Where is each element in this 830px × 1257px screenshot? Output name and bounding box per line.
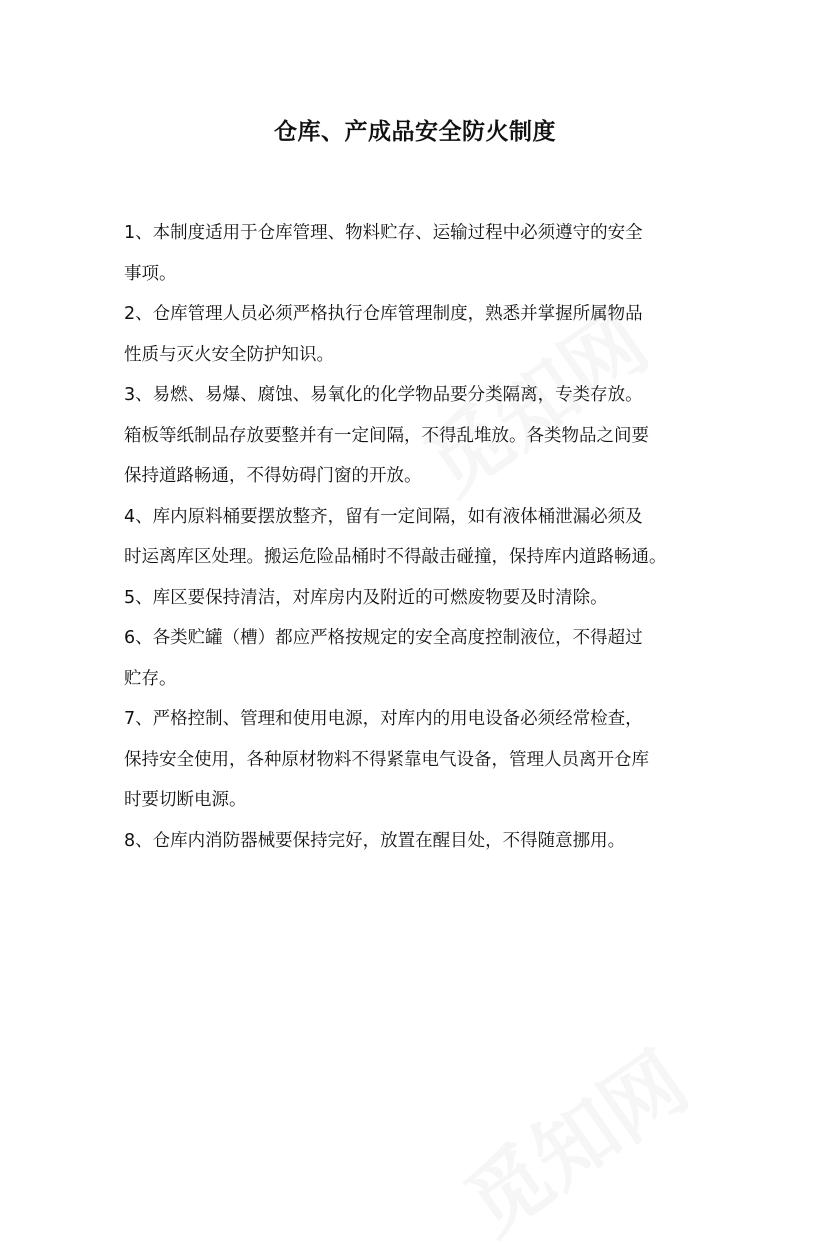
paragraph-8 [124, 821, 712, 862]
paragraph-6 [124, 618, 712, 699]
paragraph-4 [124, 497, 712, 578]
paragraph-line: 1、本制度适用于仓库管理、物料贮存、运输过程中必须遵守的安全 [124, 223, 643, 243]
paragraph-2 [124, 294, 712, 375]
paragraph-line: 事项。 [124, 263, 177, 284]
paragraph-line: 8、仓库内消防器械要保持完好，放置在醒目处，不得随意挪用。 [124, 830, 626, 851]
paragraph-5 [124, 578, 712, 619]
paragraph-line: 3、易燃、易爆、腐蚀、易氧化的化学物品要分类隔离，专类存放。 [124, 385, 643, 405]
paragraph-line: 7、严格控制、管理和使用电源，对库内的用电设备必须经常检查， [124, 709, 643, 729]
paragraph-7 [124, 699, 712, 821]
paragraph-1 [124, 213, 712, 294]
paragraph-line: 箱板等纸制品存放要整并有一定间隔，不得乱堆放。各类物品之间要 [124, 425, 649, 446]
paragraph-line: 性质与灭火安全防护知识。 [124, 344, 334, 365]
paragraph-line: 6、各类贮罐（槽）都应严格按规定的安全高度控制液位，不得超过 [124, 628, 643, 648]
paragraph-line: 保持道路畅通，不得妨碍门窗的开放。 [124, 466, 422, 486]
watermark [439, 1020, 708, 1257]
paragraph-line: 5、库区要保持清洁，对库房内及附近的可燃废物要及时清除。 [124, 587, 608, 608]
paragraph-line: 贮存。 [124, 668, 177, 689]
paragraph-line: 时运离库区处理。搬运危险品桶时不得敲击碰撞，保持库内道路畅通。 [124, 547, 667, 567]
paragraph-line: 4、库内原料桶要摆放整齐，留有一定间隔，如有液体桶泄漏必须及 [124, 506, 643, 527]
paragraph-line: 时要切断电源。 [124, 790, 247, 810]
paragraph-3 [124, 375, 712, 497]
document-body [124, 213, 712, 861]
paragraph-line: 2、仓库管理人员必须严格执行仓库管理制度，熟悉并掌握所属物品 [124, 304, 643, 324]
paragraph-line: 保持安全使用，各种原材物料不得紧靠电气设备，管理人员离开仓库 [124, 749, 649, 770]
document-title: 仓库、产成品安全防火制度 [274, 119, 556, 145]
